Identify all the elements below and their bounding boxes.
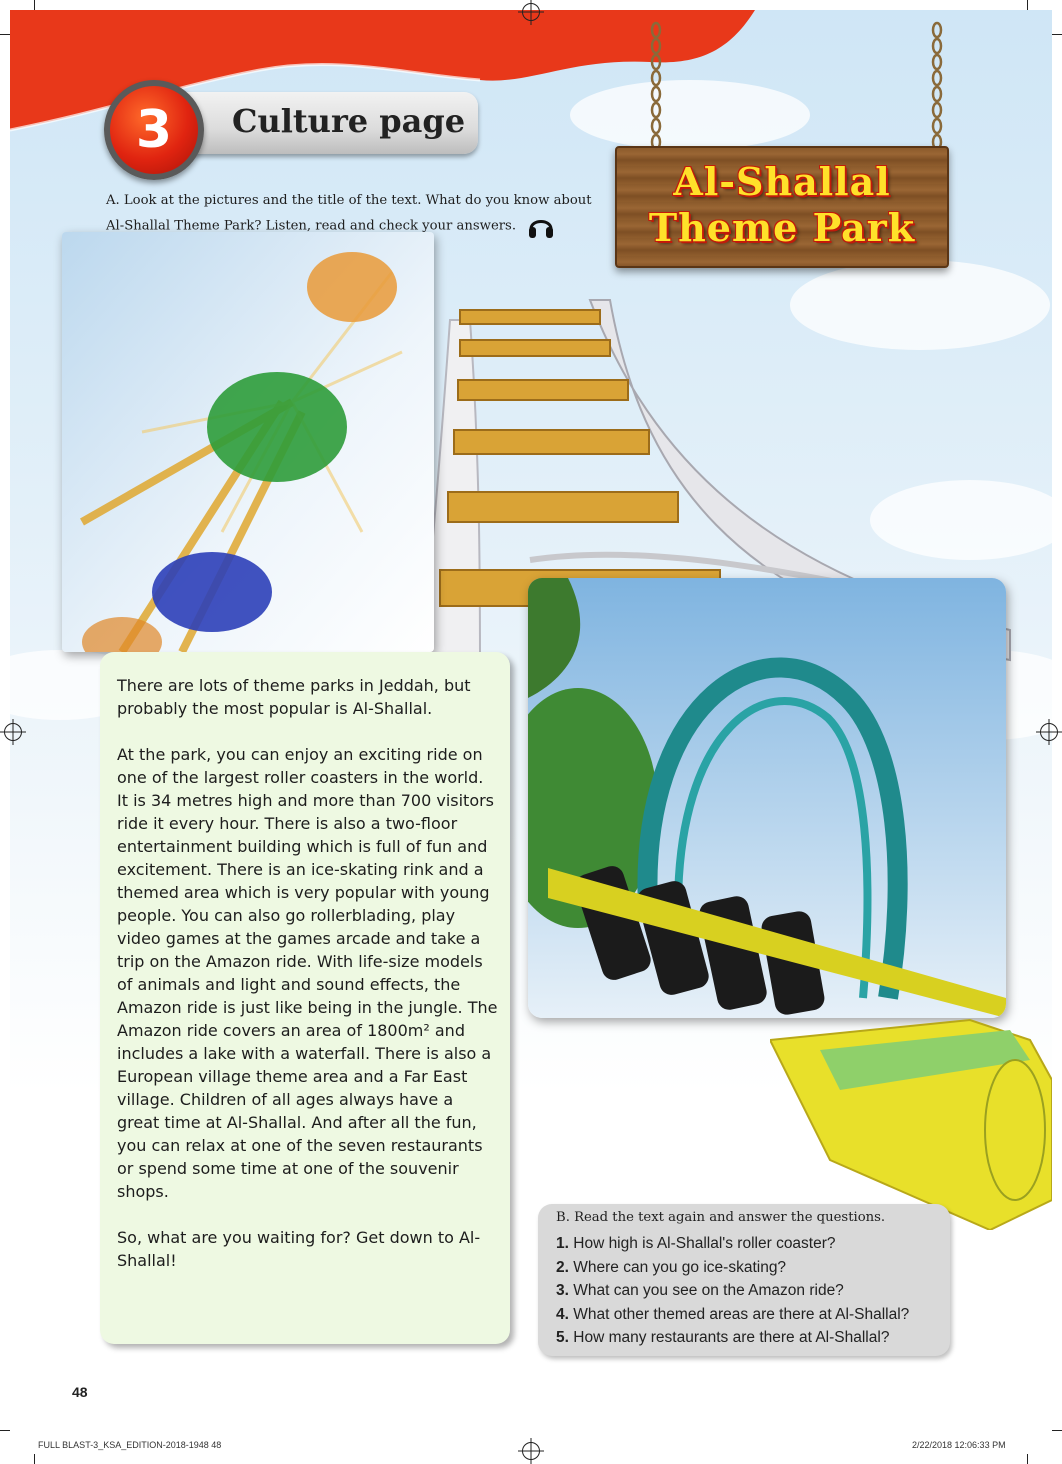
reading-text — [117, 674, 499, 1295]
park-title-sign — [615, 146, 949, 268]
reading-paragraph: There are lots of theme parks in Jeddah, but probably the most popular is Al-Shallal. — [117, 676, 471, 718]
question-item — [556, 1326, 909, 1350]
sign-title-line1: Al-Shallal — [673, 159, 891, 204]
headphones-icon[interactable] — [526, 211, 556, 241]
question-number: 5. — [556, 1329, 569, 1346]
question-number: 2. — [556, 1258, 569, 1276]
reading-paragraph: So, what are you waiting for? Get down to Al-Shallal! — [117, 1228, 481, 1270]
instruction-a — [106, 190, 606, 241]
question-text: How high is Al-Shallal's roller coaster? — [573, 1235, 836, 1252]
ferris-wheel-image — [62, 232, 434, 652]
section-title: Culture page — [232, 102, 466, 140]
sign-title-line2: Theme Park — [648, 205, 916, 250]
page-number: 48 — [72, 1384, 88, 1400]
print-slug-left: FULL BLAST-3_KSA_EDITION-2018-1948 48 — [38, 1440, 222, 1450]
unit-number-badge — [104, 80, 204, 180]
print-slug-right: 2/22/2018 12:06:33 PM — [912, 1440, 1006, 1450]
question-text: What can you see on the Amazon ride? — [573, 1282, 844, 1299]
unit-number: 3 — [135, 100, 173, 160]
question-item — [556, 1232, 909, 1256]
reading-paragraph: At the park, you can enjoy an exciting ride on one of the largest roller coasters in the world. It is 34 metres high and more than 700 visitors ride it every hour. There is also a two-floor entertainment building which is full of fun and excitement. There is an ice-skating rink and a themed area which is very popular with young people. You can also go rollerblading, play video games at the games arcade and take a trip on the Amazon ride. With life-size models of animals and light and sound effects, the Amazon ride is just like being in the jungle. The Amazon ride covers an area of 1800m² and includes a lake with a waterfall. There is also a European village theme area and a Far East village. Children of all ages always have a great time at Al-Shallal. And after all the fun, you can relax at one of the seven restaurants or spend some time at one of the souvenir shops. — [117, 745, 498, 1201]
registration-mark — [4, 723, 22, 741]
sign-chain-right — [930, 20, 944, 166]
coaster-car-base-image — [770, 1000, 1052, 1230]
question-text: How many restaurants are there at Al-Shallal? — [573, 1329, 890, 1346]
question-item — [556, 1303, 909, 1327]
question-number: 1. — [556, 1235, 569, 1252]
questions-box — [538, 1204, 950, 1356]
question-text: What other themed areas are there at Al-Shallal? — [573, 1305, 910, 1323]
sign-chain-left — [649, 20, 663, 166]
instruction-a-text: A. Look at the pictures and the title of the text. What do you know about Al-Shallal Theme Park? Listen, read and check your answers. — [106, 193, 592, 234]
registration-mark — [522, 1442, 540, 1460]
roller-coaster-image — [528, 578, 1006, 1018]
section-title-bar — [180, 92, 478, 154]
question-number: 4. — [556, 1305, 569, 1323]
question-text: Where can you go ice-skating? — [573, 1258, 787, 1276]
registration-mark — [522, 3, 540, 21]
question-item — [556, 1279, 909, 1303]
exercise-b-title: B. Read the text again and answer the questions. — [556, 1210, 886, 1225]
question-number: 3. — [556, 1282, 569, 1299]
question-list — [556, 1232, 909, 1350]
registration-mark — [1040, 723, 1058, 741]
page — [10, 10, 1052, 1454]
reading-text-box — [100, 652, 510, 1344]
question-item — [556, 1256, 909, 1280]
